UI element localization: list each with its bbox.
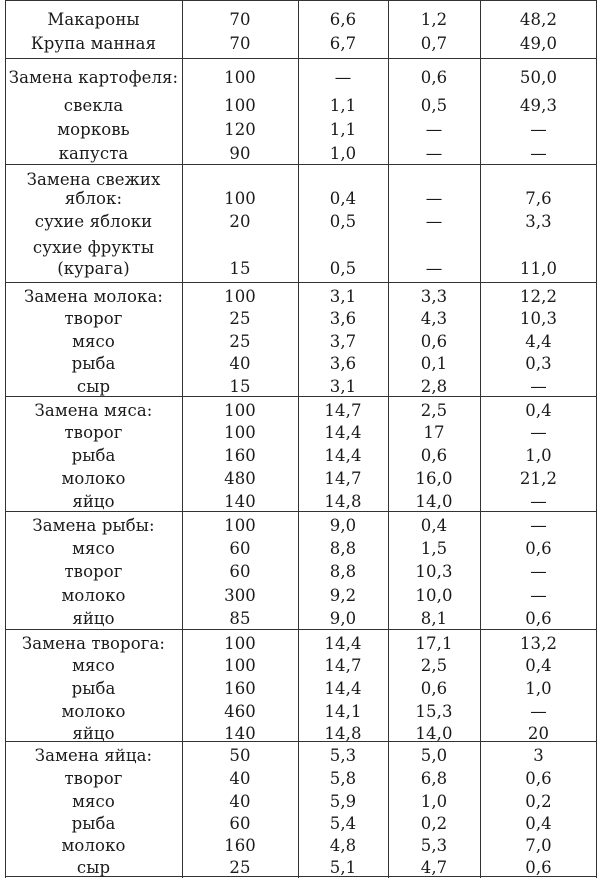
table-row (5, 421, 597, 444)
value-cell: 0,6 (420, 446, 448, 465)
food-substitution-table (5, 0, 597, 878)
value-cell: 14,4 (324, 446, 362, 465)
product-name-cell: мясо (72, 539, 115, 558)
value-cell: 7,6 (525, 189, 552, 208)
value-cell: 0,4 (525, 656, 552, 675)
product-name-cell: свекла (63, 96, 124, 115)
table-row (5, 467, 597, 490)
product-name-cell: мясо (72, 656, 115, 675)
value-cell: 8,8 (329, 539, 357, 558)
value-cell: 0,3 (525, 354, 552, 373)
table-row (5, 812, 597, 835)
product-name-cell: яйцо (72, 609, 115, 628)
table-row (5, 560, 597, 583)
value-cell: 14,7 (324, 656, 362, 675)
value-cell: 20 (229, 212, 251, 231)
value-cell: 0,2 (420, 814, 448, 833)
value-cell: 1,5 (420, 539, 448, 558)
value-cell: — (530, 516, 547, 535)
value-cell: — (334, 68, 352, 87)
value-cell: 8,8 (329, 562, 357, 581)
table-row (5, 654, 597, 677)
value-cell: 85 (229, 609, 251, 628)
value-cell: 160 (224, 836, 256, 855)
value-cell: — (530, 423, 547, 442)
value-cell: 4,8 (329, 836, 357, 855)
value-cell: 100 (224, 634, 256, 653)
product-name-cell: яйцо (72, 724, 115, 743)
value-cell: 0,5 (329, 212, 357, 231)
value-cell: 6,8 (420, 769, 448, 788)
value-cell: 0,6 (420, 332, 448, 351)
table-row (5, 490, 597, 513)
value-cell: 0,6 (525, 858, 552, 877)
value-cell: 15 (229, 259, 251, 278)
value-cell: 3,7 (329, 332, 357, 351)
product-name-cell: молоко (61, 836, 126, 855)
value-cell: 10,3 (415, 562, 453, 581)
product-name-cell: Замена картофеля: (8, 68, 179, 87)
value-cell: 25 (229, 858, 251, 877)
value-cell: 7,0 (525, 836, 552, 855)
table-group-header-row (5, 744, 597, 767)
table-group-header-row (5, 8, 597, 31)
table-row (5, 210, 597, 233)
value-cell: 3,6 (329, 309, 357, 328)
table-row (5, 352, 597, 375)
product-name-cell: творог (64, 423, 123, 442)
value-cell: 0,2 (525, 792, 552, 811)
value-cell: 6,6 (329, 10, 357, 29)
value-cell: 15 (229, 377, 251, 396)
value-cell: 3,6 (329, 354, 357, 373)
value-cell: 100 (224, 287, 256, 306)
value-cell: — (530, 702, 547, 721)
value-cell: 14,1 (324, 702, 362, 721)
value-cell: 5,8 (329, 769, 357, 788)
product-name-cell: Замена молока: (23, 287, 164, 306)
value-cell: 1,0 (525, 679, 552, 698)
value-cell: — (425, 144, 443, 163)
value-cell: 100 (224, 401, 256, 420)
value-cell: — (425, 189, 443, 208)
product-name-cell: мясо (72, 332, 115, 351)
table-row (5, 257, 597, 280)
value-cell: 90 (229, 144, 251, 163)
value-cell: 49,0 (519, 34, 558, 53)
value-cell: 17 (423, 423, 445, 442)
value-cell: — (425, 120, 443, 139)
product-name-cell: рыба (71, 814, 116, 833)
table-row (5, 236, 597, 259)
value-cell: 100 (224, 423, 256, 442)
value-cell: 100 (224, 68, 256, 87)
product-name-cell: творог (64, 769, 123, 788)
product-name-cell: рыба (71, 446, 116, 465)
value-cell: 11,0 (519, 259, 558, 278)
value-cell: 0,4 (525, 814, 552, 833)
value-cell (298, 236, 388, 259)
value-cell: 9,2 (329, 586, 357, 605)
value-cell: 40 (229, 354, 251, 373)
value-cell: 60 (229, 539, 251, 558)
value-cell: 16,0 (415, 469, 453, 488)
value-cell: 14,0 (415, 492, 453, 511)
value-cell: 3 (533, 746, 544, 765)
product-name-cell: рыба (71, 354, 116, 373)
product-name-cell: творог (64, 309, 123, 328)
value-cell: 14,8 (324, 492, 362, 511)
value-cell: 21,2 (519, 469, 558, 488)
value-cell: — (425, 212, 443, 231)
value-cell: 6,7 (329, 34, 357, 53)
table-row (5, 834, 597, 857)
product-name-cell: яйцо (72, 492, 115, 511)
value-cell: 70 (229, 10, 251, 29)
value-cell: 3,3 (420, 287, 448, 306)
value-cell: 9,0 (329, 609, 357, 628)
product-name-cell: Замена рыбы: (32, 516, 155, 535)
value-cell: 1,0 (525, 446, 552, 465)
value-cell: 2,8 (420, 377, 448, 396)
value-cell: 9,0 (329, 516, 357, 535)
value-cell: — (530, 492, 547, 511)
value-cell: — (425, 259, 443, 278)
value-cell: 1,0 (420, 792, 448, 811)
table-row (5, 677, 597, 700)
table-group-header-row (5, 514, 597, 537)
value-cell: 14,7 (324, 401, 362, 420)
value-cell: 49,3 (519, 96, 558, 115)
table-row (5, 94, 597, 117)
table-row (5, 700, 597, 723)
value-cell: 10,0 (415, 586, 453, 605)
value-cell: 480 (224, 469, 256, 488)
value-cell: 17,1 (415, 634, 453, 653)
value-cell: 0,6 (420, 679, 448, 698)
product-name-cell: Крупа манная (30, 34, 157, 53)
value-cell: 25 (229, 309, 251, 328)
value-cell: 5,3 (420, 836, 448, 855)
value-cell: 13,2 (519, 634, 558, 653)
value-cell: 14,4 (324, 634, 362, 653)
value-cell: — (530, 144, 547, 163)
value-cell: 8,1 (420, 609, 448, 628)
value-cell: 2,5 (420, 656, 448, 675)
value-cell: 100 (224, 189, 256, 208)
value-cell: 4,3 (420, 309, 448, 328)
value-cell: 1,0 (329, 144, 357, 163)
value-cell: 0,6 (525, 769, 552, 788)
group-divider (5, 58, 597, 59)
product-name-cell: сыр (76, 377, 111, 396)
value-cell: 0,5 (420, 96, 448, 115)
value-cell: 14,0 (415, 724, 453, 743)
value-cell: 3,3 (525, 212, 552, 231)
table-row (5, 722, 597, 745)
value-cell: 140 (224, 492, 256, 511)
value-cell: 0,1 (420, 354, 448, 373)
value-cell: 40 (229, 769, 251, 788)
value-cell: 50,0 (519, 68, 558, 87)
value-cell: 460 (224, 702, 256, 721)
value-cell: 3,1 (329, 377, 357, 396)
value-cell (480, 236, 597, 259)
product-name-cell: молоко (61, 586, 126, 605)
table-row (5, 375, 597, 398)
value-cell: 140 (224, 724, 256, 743)
value-cell: 0,6 (525, 539, 552, 558)
value-cell: 14,4 (324, 679, 362, 698)
value-cell: 12,2 (519, 287, 558, 306)
product-name-cell: Макароны (47, 10, 140, 29)
value-cell: 5,9 (329, 792, 357, 811)
product-name-cell: сыр (76, 858, 111, 877)
value-cell: — (530, 120, 547, 139)
value-cell: 100 (224, 516, 256, 535)
product-name-cell: яблок: (64, 189, 123, 208)
value-cell: 25 (229, 332, 251, 351)
value-cell: 0,4 (329, 189, 357, 208)
value-cell: 100 (224, 656, 256, 675)
table-row (5, 307, 597, 330)
value-cell: 1,1 (329, 96, 357, 115)
product-name-cell: молоко (61, 702, 126, 721)
value-cell: 48,2 (519, 10, 558, 29)
product-name-cell: (курага) (57, 259, 130, 278)
value-cell: 4,7 (420, 858, 448, 877)
value-cell: 1,1 (329, 120, 357, 139)
value-cell: 0,6 (420, 68, 448, 87)
table-group-header-row (5, 632, 597, 655)
table-row (5, 856, 597, 879)
product-name-cell: творог (64, 562, 123, 581)
table-row (5, 790, 597, 813)
table-row (5, 444, 597, 467)
value-cell: — (530, 562, 547, 581)
value-cell: — (530, 586, 547, 605)
table-row (5, 330, 597, 353)
table-group-header-row (5, 66, 597, 89)
value-cell: 1,2 (420, 10, 448, 29)
product-name-cell: Замена мяса: (34, 401, 153, 420)
value-cell: 50 (229, 746, 251, 765)
product-name-cell: морковь (57, 120, 130, 139)
value-cell: 4,4 (525, 332, 552, 351)
group-divider (5, 282, 597, 283)
product-name-cell: мясо (72, 792, 115, 811)
value-cell: 5,1 (329, 858, 357, 877)
group-divider (5, 0, 597, 1)
value-cell: 2,5 (420, 401, 448, 420)
value-cell: 70 (229, 34, 251, 53)
value-cell: 5,3 (329, 746, 357, 765)
value-cell: 40 (229, 792, 251, 811)
value-cell (182, 236, 298, 259)
value-cell: 120 (224, 120, 256, 139)
product-name-cell: Замена яйца: (34, 746, 153, 765)
product-name-cell: сухие яблоки (34, 212, 153, 231)
value-cell: 0,4 (420, 516, 448, 535)
value-cell: 15,3 (415, 702, 453, 721)
product-name-cell: сухие фрукты (32, 238, 155, 257)
table-row (5, 187, 597, 210)
product-name-cell: капуста (58, 144, 129, 163)
product-name-cell: молоко (61, 469, 126, 488)
value-cell: 160 (224, 446, 256, 465)
value-cell: 3,1 (329, 287, 357, 306)
value-cell: 5,0 (420, 746, 448, 765)
product-name-cell: Замена творога: (21, 634, 166, 653)
value-cell: 14,4 (324, 423, 362, 442)
value-cell: 60 (229, 814, 251, 833)
value-cell: 5,4 (329, 814, 357, 833)
value-cell: 0,7 (420, 34, 448, 53)
table-row (5, 118, 597, 141)
value-cell: 14,7 (324, 469, 362, 488)
value-cell: — (530, 377, 547, 396)
table-group-header-row (5, 399, 597, 422)
value-cell (388, 236, 480, 259)
value-cell: 0,6 (525, 609, 552, 628)
table-row (5, 607, 597, 630)
value-cell: 160 (224, 679, 256, 698)
product-name-cell: рыба (71, 679, 116, 698)
value-cell: 300 (224, 586, 256, 605)
table-row (5, 537, 597, 560)
table-row (5, 32, 597, 55)
product-name-cell: Замена свежих (26, 170, 161, 189)
value-cell: 14,8 (324, 724, 362, 743)
value-cell: 0,5 (329, 259, 357, 278)
value-cell: 10,3 (519, 309, 558, 328)
table-row (5, 767, 597, 790)
value-cell: 60 (229, 562, 251, 581)
value-cell: 20 (527, 724, 550, 743)
table-row (5, 142, 597, 165)
value-cell: 0,4 (525, 401, 552, 420)
table-row (5, 584, 597, 607)
table-group-header-row (5, 285, 597, 308)
value-cell: 100 (224, 96, 256, 115)
